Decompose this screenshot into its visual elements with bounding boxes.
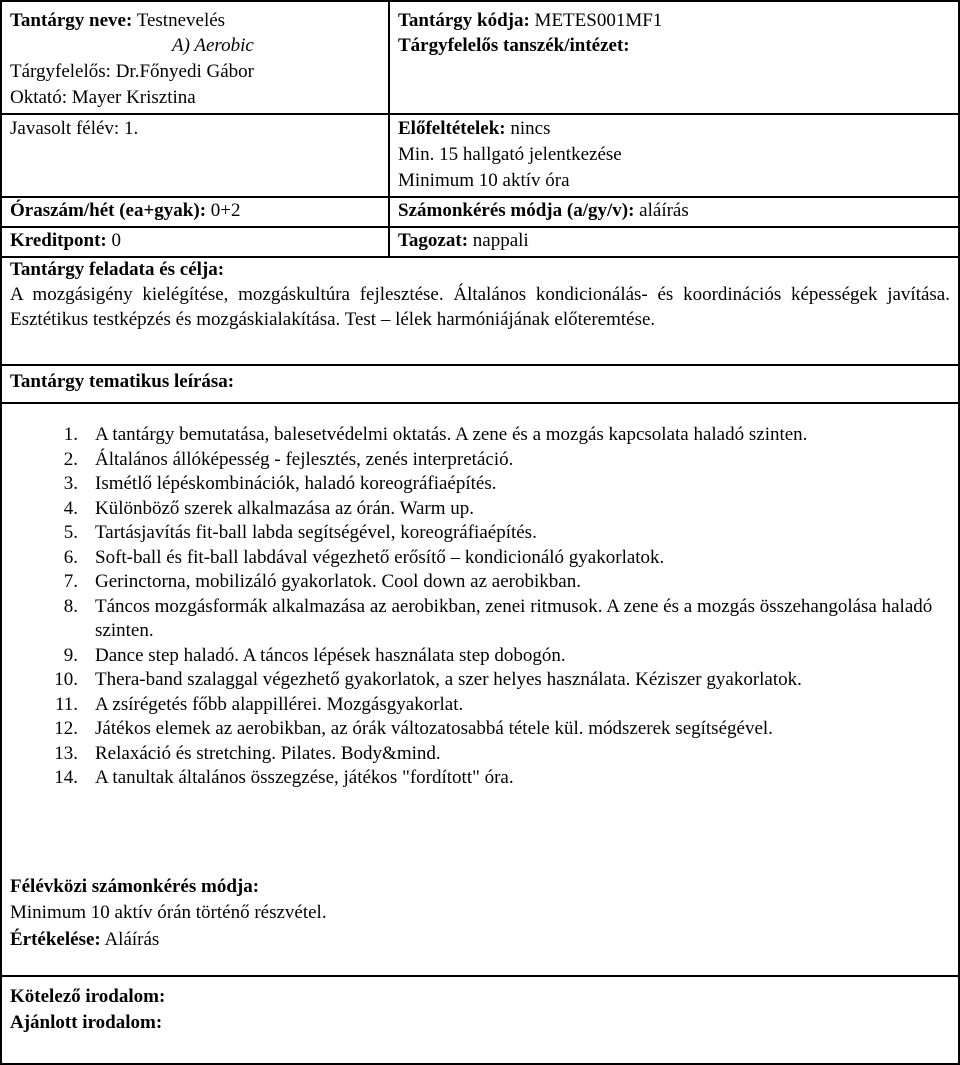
evaluation xyxy=(10,928,159,953)
hours xyxy=(10,199,241,224)
prerequisites-note-2: Minimum 10 aktív óra xyxy=(398,170,570,191)
thematic-item-number: 9. xyxy=(63,644,78,666)
prerequisites-value: nincs xyxy=(510,118,551,139)
thematic-heading: Tantárgy tematikus leírása: xyxy=(10,371,235,392)
prerequisites xyxy=(398,117,550,142)
evaluation-value: Aláírás xyxy=(104,929,160,950)
evaluation-label: Értékelése: xyxy=(10,929,101,950)
thematic-item-number: 1. xyxy=(63,424,78,445)
responsible-label: Tárgyfelelős: xyxy=(10,61,111,82)
thematic-item xyxy=(50,717,950,742)
thematic-divider xyxy=(0,402,960,404)
credits xyxy=(10,229,121,254)
header-row-divider-1 xyxy=(0,113,960,115)
recommended-literature-label: Ajánlott irodalom: xyxy=(10,1012,163,1033)
thematic-item-number: 11. xyxy=(54,693,78,715)
thematic-item-text: Ismétlő lépéskombinációk, haladó koreográfiaépítés. xyxy=(95,473,497,494)
section xyxy=(398,229,529,254)
thematic-item-text: Dance step haladó. A táncos lépések használata step dobogón. xyxy=(95,644,566,666)
assessment-text: Minimum 10 aktív órán történő részvétel. xyxy=(10,902,327,923)
thematic-item-number: 8. xyxy=(63,595,78,617)
thematic-item-number: 5. xyxy=(63,522,78,543)
section-label: Tagozat: xyxy=(398,230,469,251)
thematic-item xyxy=(50,546,950,571)
thematic-item xyxy=(50,693,950,718)
responsible xyxy=(10,60,254,85)
responsible-value: Dr.Főnyedi Gábor xyxy=(115,61,254,82)
thematic-list xyxy=(50,423,950,791)
thematic-item-text: Gerinctorna, mobilizáló gyakorlatok. Cool down az aerobikban. xyxy=(95,571,581,592)
credits-label: Kreditpont: xyxy=(10,230,107,251)
semester-value: 1. xyxy=(123,118,139,139)
prerequisites-label: Előfeltételek: xyxy=(398,118,506,139)
exam-type-value: aláírás xyxy=(639,200,689,221)
thematic-item-text: Táncos mozgásformák alkalmazása az aerobikban, zenei ritmusok. A zene és a mozgás összehangolása haladó szinten. xyxy=(95,595,933,641)
assessment-heading: Félévközi számonkérés módja: xyxy=(10,876,260,897)
thematic-item-text: Játékos elemek az aerobikban, az órák változatosabbá tétele kül. módszerek segítségével. xyxy=(95,718,773,739)
thematic-item xyxy=(50,766,950,791)
instructor-value: Mayer Krisztina xyxy=(71,87,196,108)
thematic-item-number: 6. xyxy=(63,546,78,568)
hours-label: Óraszám/hét (ea+gyak): xyxy=(10,200,207,221)
subject-subname: A) Aerobic xyxy=(172,35,254,56)
thematic-item-text: A tantárgy bemutatása, balesetvédelmi oktatás. A zene és a mozgás kapcsolata haladó szinten. xyxy=(95,424,808,445)
thematic-item-text: A zsírégetés főbb alappillérei. Mozgásgyakorlat. xyxy=(95,693,464,715)
goals-heading: Tantárgy feladata és célja: xyxy=(10,259,225,280)
header-column-divider xyxy=(388,0,390,258)
thematic-item-text: Különböző szerek alkalmazása az órán. Warm up. xyxy=(95,497,475,519)
thematic-item xyxy=(50,497,950,522)
instructor xyxy=(10,86,196,111)
thematic-item-text: A tanultak általános összegzése, játékos "fordított" óra. xyxy=(95,767,514,788)
thematic-item-number: 2. xyxy=(63,448,78,470)
subject-code-value: METES001MF1 xyxy=(534,10,663,31)
subject-name-value: Testnevelés xyxy=(136,10,226,31)
thematic-item-text: Általános állóképesség - fejlesztés, zenés interpretáció. xyxy=(95,448,514,470)
semester-label: Javasolt félév: xyxy=(10,118,120,139)
thematic-item-number: 3. xyxy=(63,473,78,494)
goals-divider xyxy=(0,364,960,366)
instructor-label: Oktató: xyxy=(10,87,67,108)
exam-type xyxy=(398,199,689,224)
section-value: nappali xyxy=(472,230,529,251)
thematic-item xyxy=(50,570,950,595)
thematic-item-number: 12. xyxy=(54,718,78,739)
thematic-item-number: 4. xyxy=(63,497,78,519)
subject-name xyxy=(10,9,225,34)
thematic-item xyxy=(50,423,950,448)
thematic-item-text: Thera-band szalaggal végezhető gyakorlatok, a szer helyes használata. Kéziszer gyakorlatok. xyxy=(95,669,802,690)
thematic-item xyxy=(50,448,950,473)
goals-text: A mozgásigény kielégítése, mozgáskultúra fejlesztése. Általános kondicionálás- és koordinációs képességek javítása. Esztétikus testképzés és mozgáskialakítása. Test – lélek harmóniájának előteremtése. xyxy=(10,284,950,330)
thematic-item-number: 10. xyxy=(54,669,78,690)
subject-code-label: Tantárgy kódja: xyxy=(398,10,530,31)
thematic-item xyxy=(50,472,950,497)
hours-value: 0+2 xyxy=(210,200,241,221)
semester xyxy=(10,117,138,142)
credits-value: 0 xyxy=(111,230,122,251)
subject-name-label: Tantárgy neve: xyxy=(10,10,133,31)
thematic-item-number: 7. xyxy=(63,571,78,592)
required-literature-label: Kötelező irodalom: xyxy=(10,986,166,1007)
thematic-item-text: Soft-ball és fit-ball labdával végezhető erősítő – kondicionáló gyakorlatok. xyxy=(95,546,665,568)
header-row-divider-2 xyxy=(0,196,960,198)
literature-divider xyxy=(0,975,960,977)
thematic-item xyxy=(50,521,950,546)
department-label: Tárgyfelelős tanszék/intézet: xyxy=(398,35,630,56)
thematic-item xyxy=(50,668,950,693)
prerequisites-note-1: Min. 15 hallgató jelentkezése xyxy=(398,144,622,165)
thematic-item-text: Relaxáció és stretching. Pilates. Body&mind. xyxy=(95,742,441,764)
thematic-item xyxy=(50,644,950,669)
thematic-item-number: 14. xyxy=(54,767,78,788)
thematic-item xyxy=(50,742,950,767)
subject-code xyxy=(398,9,662,34)
exam-type-label: Számonkérés módja (a/gy/v): xyxy=(398,200,635,221)
header-row-divider-3 xyxy=(0,226,960,228)
thematic-item-number: 13. xyxy=(54,742,78,764)
thematic-item-text: Tartásjavítás fit-ball labda segítségével, koreográfiaépítés. xyxy=(95,522,537,543)
thematic-item xyxy=(50,595,950,644)
